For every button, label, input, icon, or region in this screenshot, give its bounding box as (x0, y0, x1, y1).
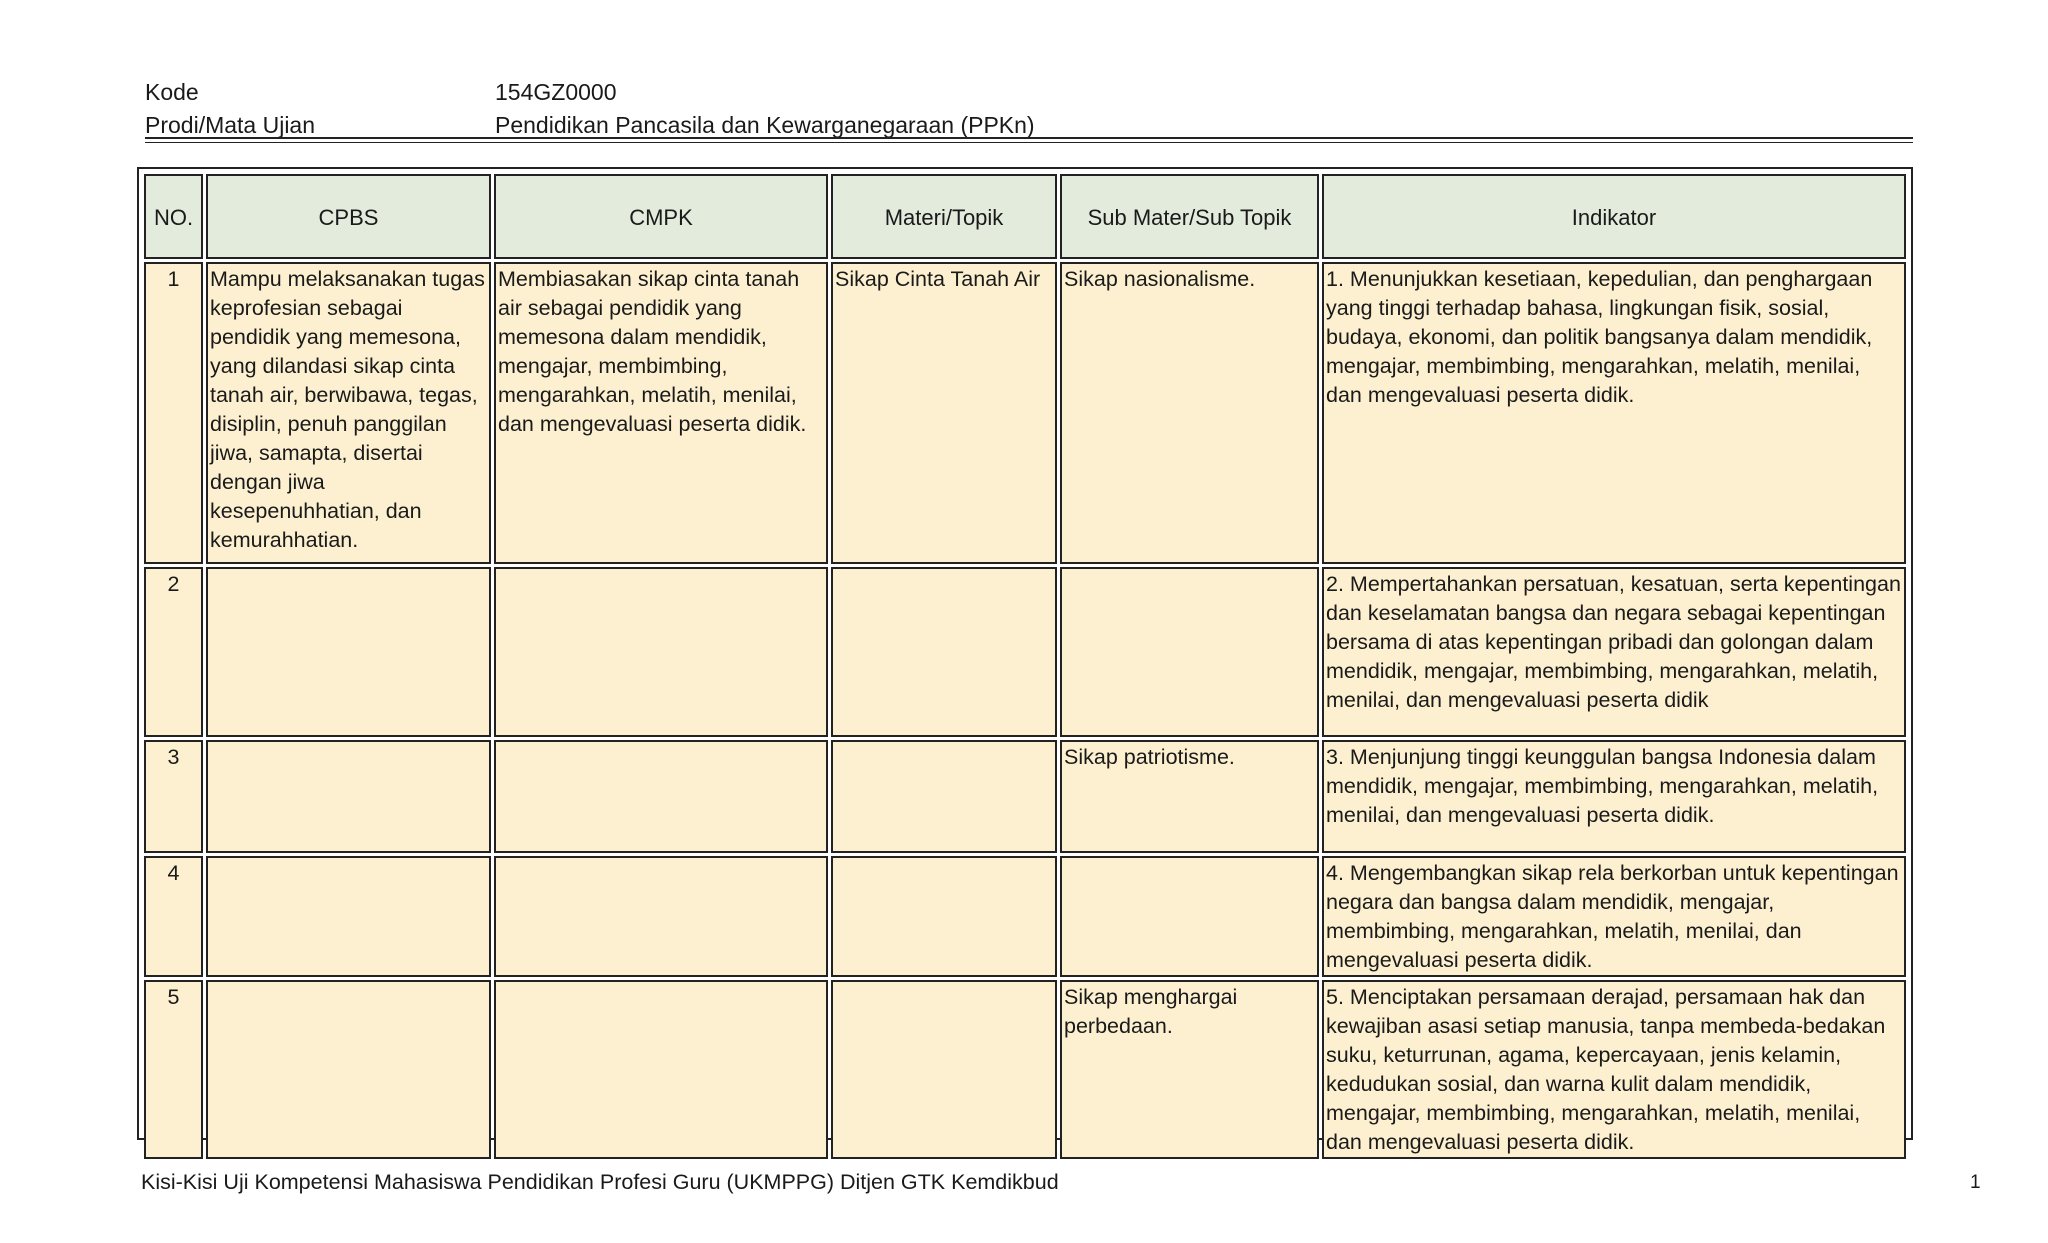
cell-sub-materi: Sikap patriotisme. (1060, 740, 1319, 853)
kisi-kisi-table (141, 171, 1909, 1162)
cell-materi (831, 740, 1057, 853)
prodi-value: Pendidikan Pancasila dan Kewarganegaraan (PPKn) (495, 112, 1035, 138)
cell-no: 1 (144, 262, 203, 564)
prodi-label: Prodi/Mata Ujian (145, 112, 316, 138)
header-divider (145, 137, 1913, 143)
page-number: 1 (1970, 1172, 1981, 1193)
cell-indikator: 2. Mempertahankan persatuan, kesatuan, serta kepentingan dan keselamatan bangsa dan negara sebagai kepentingan bersama di atas kepentingan pribadi dan golongan dalam mendidik, mengajar, membimbing, mengarahkan, melatih, menilai, dan mengevaluasi peserta didik (1322, 567, 1906, 737)
cell-indikator: 3. Menjunjung tinggi keunggulan bangsa Indonesia dalam mendidik, mengajar, membimbing, mengarahkan, melatih, menilai, dan mengevaluasi peserta didik. (1322, 740, 1906, 853)
cell-no: 2 (144, 567, 203, 737)
cell-cpbs: Mampu melaksanakan tugas keprofesian sebagai pendidik yang memesona, yang dilandasi sikap cinta tanah air, berwibawa, tegas, disiplin, penuh panggilan jiwa, samapta, disertai dengan jiwa kesepenuhhatian, dan kemurahhatian. (206, 262, 491, 564)
cell-sub-materi: Sikap nasionalisme. (1060, 262, 1319, 564)
cell-indikator: 4. Mengembangkan sikap rela berkorban untuk kepentingan negara dan bangsa dalam mendidik, mengajar, membimbing, mengarahkan, melatih, menilai, dan mengevaluasi peserta didik. (1322, 856, 1906, 977)
column-header-no: NO. (144, 174, 203, 259)
column-header-indikator: Indikator (1322, 174, 1906, 259)
kode-row (145, 76, 1913, 109)
cell-indikator: 1. Menunjukkan kesetiaan, kepedulian, dan penghargaan yang tinggi terhadap bahasa, lingkungan fisik, sosial, budaya, ekonomi, dan politik bangsanya dalam mendidik, mengajar, membimbing, mengarahkan, melatih, menilai, dan mengevaluasi peserta didik. (1322, 262, 1906, 564)
table-row (144, 856, 1906, 977)
kode-label: Kode (145, 79, 199, 105)
cell-no: 3 (144, 740, 203, 853)
cell-cmpk (494, 567, 828, 737)
cell-indikator: 5. Menciptakan persamaan derajad, persamaan hak dan kewajiban asasi setiap manusia, tanpa membeda-bedakan suku, keturrunan, agama, kepercayaan, jenis kelamin, kedudukan sosial, dan warna kulit dalam mendidik, mengajar, membimbing, mengarahkan, melatih, menilai, dan mengevaluasi peserta didik. (1322, 980, 1906, 1159)
cell-sub-materi (1060, 856, 1319, 977)
cell-no: 4 (144, 856, 203, 977)
kode-value: 154GZ0000 (495, 79, 617, 105)
cell-cmpk: Membiasakan sikap cinta tanah air sebagai pendidik yang memesona dalam mendidik, mengajar, membimbing, mengarahkan, melatih, menilai, dan mengevaluasi peserta didik. (494, 262, 828, 564)
cell-materi (831, 567, 1057, 737)
cell-materi: Sikap Cinta Tanah Air (831, 262, 1057, 564)
cell-cpbs (206, 567, 491, 737)
column-header-materi: Materi/Topik (831, 174, 1057, 259)
cell-sub-materi: Sikap menghargai perbedaan. (1060, 980, 1319, 1159)
cell-cmpk (494, 980, 828, 1159)
table-header-row (144, 174, 1906, 259)
cell-materi (831, 980, 1057, 1159)
cell-materi (831, 856, 1057, 977)
kisi-kisi-table-frame (137, 167, 1913, 1154)
document-header (145, 76, 1913, 142)
column-header-cpbs: CPBS (206, 174, 491, 259)
footer-text: Kisi-Kisi Uji Kompetensi Mahasiswa Pendidikan Profesi Guru (UKMPPG) Ditjen GTK Kemdikbud (141, 1170, 1059, 1194)
cell-cmpk (494, 740, 828, 853)
cell-cpbs (206, 980, 491, 1159)
cell-cpbs (206, 856, 491, 977)
table-row (144, 980, 1906, 1159)
table-row (144, 262, 1906, 564)
cell-sub-materi (1060, 567, 1319, 737)
table-row (144, 567, 1906, 737)
cell-no: 5 (144, 980, 203, 1159)
column-header-cmpk: CMPK (494, 174, 828, 259)
column-header-sub-materi: Sub Mater/Sub Topik (1060, 174, 1319, 259)
cell-cmpk (494, 856, 828, 977)
cell-cpbs (206, 740, 491, 853)
table-row (144, 740, 1906, 853)
